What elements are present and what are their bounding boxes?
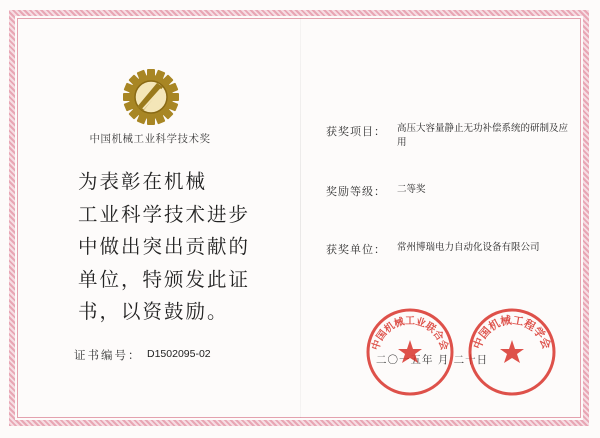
commendation-line: 书，以资鼓励。 (78, 300, 229, 323)
issue-date: 二〇一五年 月 二十日 (376, 354, 489, 366)
award-title: 中国机械工业科学技术奖 (89, 133, 211, 145)
seal-stamp-1 (364, 306, 456, 398)
commendation-line: 单位，特颁发此证 (78, 267, 251, 291)
seal-1-text: 中国机械工业联合会 (370, 316, 450, 352)
unit-label: 获奖单位： (326, 243, 386, 256)
commendation-line: 中做出突出贡献的 (78, 235, 251, 258)
cert-number-label: 证书编号： (74, 348, 142, 362)
gear-emblem-icon (117, 63, 185, 131)
seal-stamp-2 (466, 306, 558, 398)
commendation-line: 为表彰在机械 (78, 170, 208, 193)
cert-number: D1502095-02 (147, 348, 211, 360)
level-value: 二等奖 (397, 184, 426, 195)
fold-line (300, 18, 301, 418)
seal-2-text: 中国机械工程学会 (470, 313, 554, 351)
commendation-text (78, 166, 263, 329)
unit-value: 常州博瑞电力自动化设备有限公司 (397, 242, 540, 253)
project-value: 高压大容量静止无功补偿系统的研制及应用 (397, 123, 569, 148)
project-label: 获奖项目： (326, 125, 386, 138)
level-label: 奖励等级： (326, 185, 386, 198)
commendation-line: 工业科学技术进步 (78, 202, 251, 226)
